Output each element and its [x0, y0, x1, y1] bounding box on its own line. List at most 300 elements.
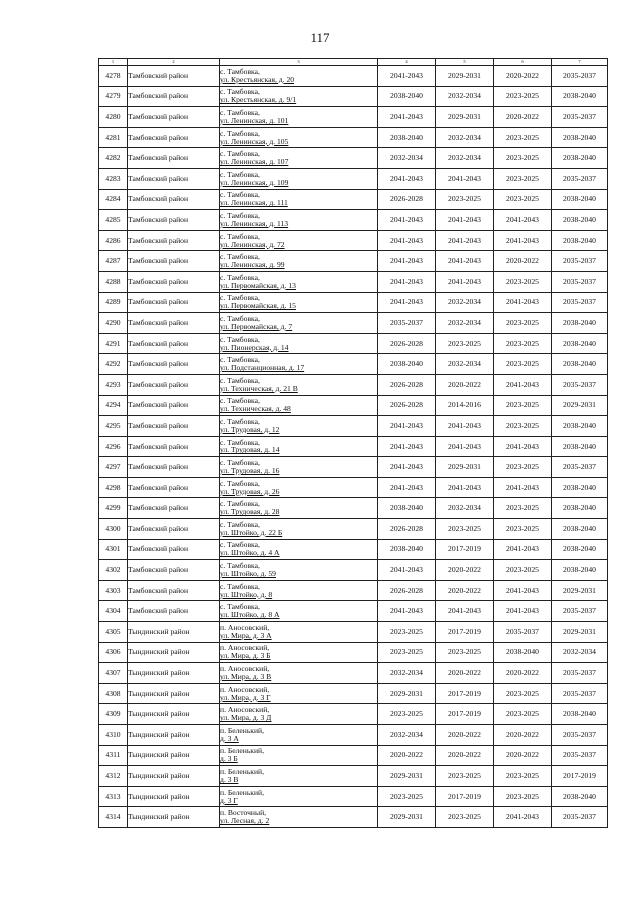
address-cell [220, 416, 378, 437]
row-number: 4294 [99, 395, 128, 416]
period-col-7: 2038-2040 [552, 189, 608, 210]
address-settlement: п. Аносовский, [220, 664, 270, 674]
address-street: д. 3 Б [220, 754, 238, 764]
table-row [99, 230, 608, 251]
row-number: 4293 [99, 374, 128, 395]
address-street: д. 3 Г [220, 795, 238, 805]
period-col-6: 2020-2022 [494, 725, 552, 746]
address-settlement: с. Тамбовка, [220, 190, 260, 200]
period-col-6: 2041-2043 [494, 807, 552, 828]
column-index: 7 [552, 59, 608, 66]
period-col-5: 2020-2022 [436, 580, 494, 601]
period-col-6: 2020-2022 [494, 745, 552, 766]
address-street: ул. Ленинская, д. 107 [220, 157, 289, 167]
row-number: 4288 [99, 271, 128, 292]
column-index: 5 [436, 59, 494, 66]
district-cell: Тамбовский район [128, 168, 220, 189]
address-settlement: п. Аносовский, [220, 705, 270, 715]
period-col-7: 2038-2040 [552, 498, 608, 519]
district-cell: Тамбовский район [128, 436, 220, 457]
period-col-6: 2023-2025 [494, 704, 552, 725]
address-cell [220, 210, 378, 231]
period-col-4: 2041-2043 [378, 457, 436, 478]
period-col-7: 2035-2037 [552, 271, 608, 292]
address-street: ул. Мира, д. 3 А [220, 630, 272, 640]
address-settlement: с. Тамбовка, [220, 437, 260, 447]
address-street: ул. Первомайская, д. 15 [220, 301, 296, 311]
row-number: 4302 [99, 560, 128, 581]
period-col-7: 2029-2031 [552, 580, 608, 601]
period-col-5: 2017-2019 [436, 622, 494, 643]
district-cell: Тындинский район [128, 704, 220, 725]
period-col-4: 2041-2043 [378, 168, 436, 189]
period-col-4: 2041-2043 [378, 107, 436, 128]
table-row [99, 374, 608, 395]
address-cell [220, 745, 378, 766]
period-col-5: 2041-2043 [436, 168, 494, 189]
period-col-5: 2017-2019 [436, 539, 494, 560]
period-col-4: 2026-2028 [378, 333, 436, 354]
period-col-4: 2041-2043 [378, 601, 436, 622]
address-street: ул. Мира, д. 3 Б [220, 651, 271, 661]
table-row [99, 416, 608, 437]
address-cell [220, 704, 378, 725]
row-number: 4283 [99, 168, 128, 189]
address-settlement: с. Тамбовка, [220, 416, 260, 426]
table-row [99, 642, 608, 663]
address-cell [220, 292, 378, 313]
period-col-4: 2029-2031 [378, 766, 436, 787]
address-settlement: с. Тамбовка, [220, 108, 260, 118]
address-cell [220, 354, 378, 375]
row-number: 4313 [99, 786, 128, 807]
address-street: ул. Ленинская, д. 72 [220, 239, 285, 249]
address-cell [220, 622, 378, 643]
address-street: ул. Трудовая, д. 12 [220, 424, 280, 434]
period-col-5: 2023-2025 [436, 766, 494, 787]
address-street: ул. Штойко, д. 8 А [220, 610, 280, 620]
period-col-6: 2023-2025 [494, 457, 552, 478]
district-cell: Тындинский район [128, 642, 220, 663]
address-settlement: с. Тамбовка, [220, 458, 260, 468]
district-cell: Тамбовский район [128, 107, 220, 128]
district-cell: Тындинский район [128, 725, 220, 746]
period-col-7: 2038-2040 [552, 86, 608, 107]
period-col-6: 2023-2025 [494, 354, 552, 375]
period-col-5: 2017-2019 [436, 786, 494, 807]
period-col-6: 2023-2025 [494, 519, 552, 540]
period-col-7: 2038-2040 [552, 333, 608, 354]
period-col-5: 2032-2034 [436, 292, 494, 313]
address-settlement: с. Тамбовка, [220, 540, 260, 550]
district-cell: Тамбовский район [128, 477, 220, 498]
table-row [99, 66, 608, 87]
table-row [99, 766, 608, 787]
period-col-7: 2032-2034 [552, 642, 608, 663]
address-street: ул. Ленинская, д. 111 [220, 198, 288, 208]
address-cell [220, 127, 378, 148]
address-cell [220, 168, 378, 189]
table-row [99, 127, 608, 148]
period-col-5: 2017-2019 [436, 683, 494, 704]
period-col-5: 2032-2034 [436, 127, 494, 148]
period-col-7: 2035-2037 [552, 683, 608, 704]
period-col-4: 2041-2043 [378, 210, 436, 231]
row-number: 4301 [99, 539, 128, 560]
table-row [99, 725, 608, 746]
period-col-7: 2038-2040 [552, 539, 608, 560]
address-cell [220, 725, 378, 746]
address-settlement: с. Тамбовка, [220, 128, 260, 138]
period-col-5: 2023-2025 [436, 642, 494, 663]
period-col-6: 2023-2025 [494, 560, 552, 581]
row-number: 4303 [99, 580, 128, 601]
row-number: 4304 [99, 601, 128, 622]
period-col-4: 2032-2034 [378, 148, 436, 169]
address-cell [220, 580, 378, 601]
address-street: ул. Трудовая, д. 14 [220, 445, 280, 455]
period-col-5: 2041-2043 [436, 436, 494, 457]
table-row [99, 745, 608, 766]
address-cell [220, 107, 378, 128]
address-settlement: с. Тамбовка, [220, 519, 260, 529]
period-col-6: 2023-2025 [494, 683, 552, 704]
period-col-5: 2023-2025 [436, 519, 494, 540]
period-col-6: 2020-2022 [494, 663, 552, 684]
address-settlement: с. Тамбовка, [220, 396, 260, 406]
period-col-4: 2041-2043 [378, 66, 436, 87]
period-col-4: 2041-2043 [378, 271, 436, 292]
period-col-4: 2038-2040 [378, 539, 436, 560]
period-col-7: 2038-2040 [552, 786, 608, 807]
district-cell: Тамбовский район [128, 251, 220, 272]
housing-register-table [98, 58, 608, 828]
period-col-4: 2023-2025 [378, 642, 436, 663]
period-col-7: 2035-2037 [552, 292, 608, 313]
period-col-7: 2029-2031 [552, 395, 608, 416]
period-col-4: 2026-2028 [378, 519, 436, 540]
address-cell [220, 86, 378, 107]
table-body [99, 59, 608, 828]
address-settlement: с. Тамбовка, [220, 602, 260, 612]
district-cell: Тындинский район [128, 766, 220, 787]
address-settlement: с. Тамбовка, [220, 293, 260, 303]
address-settlement: п. Восточный, [220, 808, 267, 818]
period-col-7: 2035-2037 [552, 807, 608, 828]
address-street: ул. Крестьянская, д. 9/1 [220, 95, 297, 105]
address-cell [220, 807, 378, 828]
period-col-5: 2032-2034 [436, 313, 494, 334]
address-cell [220, 519, 378, 540]
period-col-7: 2035-2037 [552, 601, 608, 622]
district-cell: Тамбовский район [128, 313, 220, 334]
period-col-6: 2023-2025 [494, 189, 552, 210]
period-col-5: 2041-2043 [436, 251, 494, 272]
address-street: ул. Ленинская, д. 105 [220, 136, 289, 146]
period-col-6: 2020-2022 [494, 66, 552, 87]
address-settlement: с. Тамбовка, [220, 334, 260, 344]
row-number: 4297 [99, 457, 128, 478]
period-col-4: 2041-2043 [378, 292, 436, 313]
address-street: ул. Мира, д. 3 Д [220, 713, 272, 723]
table-row [99, 271, 608, 292]
district-cell: Тамбовский район [128, 560, 220, 581]
row-number: 4314 [99, 807, 128, 828]
address-cell [220, 333, 378, 354]
period-col-7: 2035-2037 [552, 457, 608, 478]
address-settlement: с. Тамбовка, [220, 581, 260, 591]
period-col-4: 2035-2037 [378, 313, 436, 334]
district-cell: Тамбовский район [128, 354, 220, 375]
row-number: 4309 [99, 704, 128, 725]
address-cell [220, 642, 378, 663]
row-number: 4292 [99, 354, 128, 375]
district-cell: Тамбовский район [128, 457, 220, 478]
period-col-6: 2041-2043 [494, 230, 552, 251]
period-col-4: 2026-2028 [378, 189, 436, 210]
district-cell: Тамбовский район [128, 292, 220, 313]
district-cell: Тамбовский район [128, 498, 220, 519]
address-cell [220, 498, 378, 519]
table-row [99, 333, 608, 354]
row-number: 4286 [99, 230, 128, 251]
district-cell: Тындинский район [128, 622, 220, 643]
address-settlement: с. Тамбовка, [220, 252, 260, 262]
address-settlement: п. Аносовский, [220, 622, 270, 632]
address-street: ул. Подстанционная, д. 17 [220, 363, 305, 373]
row-number: 4306 [99, 642, 128, 663]
address-cell [220, 477, 378, 498]
address-settlement: п. Беленький, [220, 746, 264, 756]
district-cell: Тамбовский район [128, 374, 220, 395]
period-col-6: 2041-2043 [494, 601, 552, 622]
table-row [99, 560, 608, 581]
period-col-5: 2041-2043 [436, 477, 494, 498]
period-col-7: 2038-2040 [552, 436, 608, 457]
district-cell: Тындинский район [128, 807, 220, 828]
address-cell [220, 395, 378, 416]
address-settlement: с. Тамбовка, [220, 149, 260, 159]
row-number: 4289 [99, 292, 128, 313]
address-cell [220, 271, 378, 292]
row-number: 4281 [99, 127, 128, 148]
table-row [99, 313, 608, 334]
period-col-5: 2023-2025 [436, 189, 494, 210]
table-row [99, 354, 608, 375]
table-row [99, 519, 608, 540]
period-col-4: 2041-2043 [378, 416, 436, 437]
address-settlement: п. Беленький, [220, 787, 264, 797]
period-col-5: 2017-2019 [436, 704, 494, 725]
period-col-4: 2023-2025 [378, 786, 436, 807]
period-col-7: 2035-2037 [552, 168, 608, 189]
period-col-5: 2020-2022 [436, 663, 494, 684]
period-col-6: 2023-2025 [494, 127, 552, 148]
row-number: 4307 [99, 663, 128, 684]
period-col-4: 2029-2031 [378, 807, 436, 828]
address-settlement: с. Тамбовка, [220, 272, 260, 282]
period-col-7: 2035-2037 [552, 663, 608, 684]
district-cell: Тамбовский район [128, 333, 220, 354]
address-settlement: с. Тамбовка, [220, 87, 260, 97]
district-cell: Тамбовский район [128, 416, 220, 437]
address-street: ул. Ленинская, д. 99 [220, 260, 285, 270]
address-settlement: п. Беленький, [220, 725, 264, 735]
address-street: д. 3 В [220, 774, 239, 784]
period-col-7: 2035-2037 [552, 725, 608, 746]
period-col-5: 2014-2016 [436, 395, 494, 416]
table-row [99, 436, 608, 457]
district-cell: Тамбовский район [128, 395, 220, 416]
address-settlement: п. Аносовский, [220, 684, 270, 694]
table-row [99, 663, 608, 684]
address-cell [220, 230, 378, 251]
period-col-6: 2041-2043 [494, 292, 552, 313]
district-cell: Тамбовский район [128, 86, 220, 107]
address-settlement: с. Тамбовка, [220, 499, 260, 509]
address-cell [220, 539, 378, 560]
address-cell [220, 786, 378, 807]
row-number: 4298 [99, 477, 128, 498]
address-street: ул. Первомайская, д. 7 [220, 321, 293, 331]
period-col-6: 2023-2025 [494, 168, 552, 189]
period-col-7: 2038-2040 [552, 354, 608, 375]
row-number: 4287 [99, 251, 128, 272]
row-number: 4284 [99, 189, 128, 210]
period-col-4: 2026-2028 [378, 374, 436, 395]
period-col-7: 2035-2037 [552, 251, 608, 272]
period-col-5: 2041-2043 [436, 230, 494, 251]
row-number: 4278 [99, 66, 128, 87]
period-col-5: 2041-2043 [436, 416, 494, 437]
address-settlement: с. Тамбовка, [220, 478, 260, 488]
district-cell: Тындинский район [128, 786, 220, 807]
period-col-4: 2032-2034 [378, 725, 436, 746]
table-row [99, 580, 608, 601]
period-col-6: 2041-2043 [494, 436, 552, 457]
period-col-4: 2026-2028 [378, 395, 436, 416]
address-cell [220, 560, 378, 581]
address-settlement: с. Тамбовка, [220, 231, 260, 241]
table-row [99, 457, 608, 478]
period-col-6: 2023-2025 [494, 86, 552, 107]
row-number: 4311 [99, 745, 128, 766]
address-street: ул. Ленинская, д. 109 [220, 177, 289, 187]
row-number: 4296 [99, 436, 128, 457]
period-col-7: 2038-2040 [552, 704, 608, 725]
row-number: 4312 [99, 766, 128, 787]
row-number: 4285 [99, 210, 128, 231]
address-cell [220, 66, 378, 87]
table-row [99, 168, 608, 189]
period-col-6: 2023-2025 [494, 395, 552, 416]
column-index-row [99, 59, 608, 66]
period-col-7: 2038-2040 [552, 477, 608, 498]
page-number: 117 [310, 30, 330, 45]
row-number: 4305 [99, 622, 128, 643]
address-settlement: п. Беленький, [220, 767, 264, 777]
period-col-5: 2020-2022 [436, 725, 494, 746]
address-cell [220, 374, 378, 395]
period-col-6: 2038-2040 [494, 642, 552, 663]
row-number: 4291 [99, 333, 128, 354]
period-col-4: 2038-2040 [378, 127, 436, 148]
table-row [99, 477, 608, 498]
period-col-4: 2041-2043 [378, 477, 436, 498]
period-col-7: 2038-2040 [552, 210, 608, 231]
address-cell [220, 189, 378, 210]
column-index: 2 [128, 59, 220, 66]
period-col-5: 2041-2043 [436, 271, 494, 292]
address-cell [220, 663, 378, 684]
address-settlement: с. Тамбовка, [220, 375, 260, 385]
district-cell: Тамбовский район [128, 519, 220, 540]
period-col-6: 2041-2043 [494, 210, 552, 231]
address-street: ул. Трудовая, д. 16 [220, 466, 280, 476]
table-row [99, 292, 608, 313]
period-col-6: 2041-2043 [494, 539, 552, 560]
row-number: 4299 [99, 498, 128, 519]
address-cell [220, 457, 378, 478]
address-street: д. 3 А [220, 733, 239, 743]
period-col-5: 2032-2034 [436, 354, 494, 375]
row-number: 4308 [99, 683, 128, 704]
table-row [99, 807, 608, 828]
table-row [99, 601, 608, 622]
period-col-6: 2023-2025 [494, 333, 552, 354]
period-col-6: 2023-2025 [494, 498, 552, 519]
column-index: 1 [99, 59, 128, 66]
period-col-6: 2041-2043 [494, 580, 552, 601]
table-row [99, 704, 608, 725]
address-cell [220, 436, 378, 457]
period-col-6: 2020-2022 [494, 107, 552, 128]
address-street: ул. Техническая, д. 21 В [220, 383, 298, 393]
period-col-5: 2020-2022 [436, 560, 494, 581]
row-number: 4279 [99, 86, 128, 107]
address-cell [220, 148, 378, 169]
period-col-5: 2041-2043 [436, 601, 494, 622]
period-col-6: 2023-2025 [494, 148, 552, 169]
period-col-5: 2041-2043 [436, 210, 494, 231]
address-street: ул. Ленинская, д. 101 [220, 115, 289, 125]
address-street: ул. Трудовая, д. 28 [220, 507, 280, 517]
row-number: 4310 [99, 725, 128, 746]
period-col-7: 2038-2040 [552, 313, 608, 334]
period-col-4: 2032-2034 [378, 663, 436, 684]
district-cell: Тындинский район [128, 745, 220, 766]
address-cell [220, 251, 378, 272]
table-row [99, 622, 608, 643]
period-col-5: 2023-2025 [436, 333, 494, 354]
district-cell: Тамбовский район [128, 580, 220, 601]
address-cell [220, 766, 378, 787]
period-col-4: 2023-2025 [378, 622, 436, 643]
period-col-6: 2023-2025 [494, 786, 552, 807]
row-number: 4282 [99, 148, 128, 169]
table-row [99, 498, 608, 519]
district-cell: Тамбовский район [128, 601, 220, 622]
address-street: ул. Штойко, д. 22 Б [220, 527, 283, 537]
table-row [99, 86, 608, 107]
address-street: ул. Трудовая, д. 26 [220, 486, 280, 496]
district-cell: Тындинский район [128, 683, 220, 704]
district-cell: Тамбовский район [128, 148, 220, 169]
district-cell: Тамбовский район [128, 230, 220, 251]
row-number: 4300 [99, 519, 128, 540]
address-settlement: с. Тамбовка, [220, 210, 260, 220]
period-col-5: 2032-2034 [436, 498, 494, 519]
